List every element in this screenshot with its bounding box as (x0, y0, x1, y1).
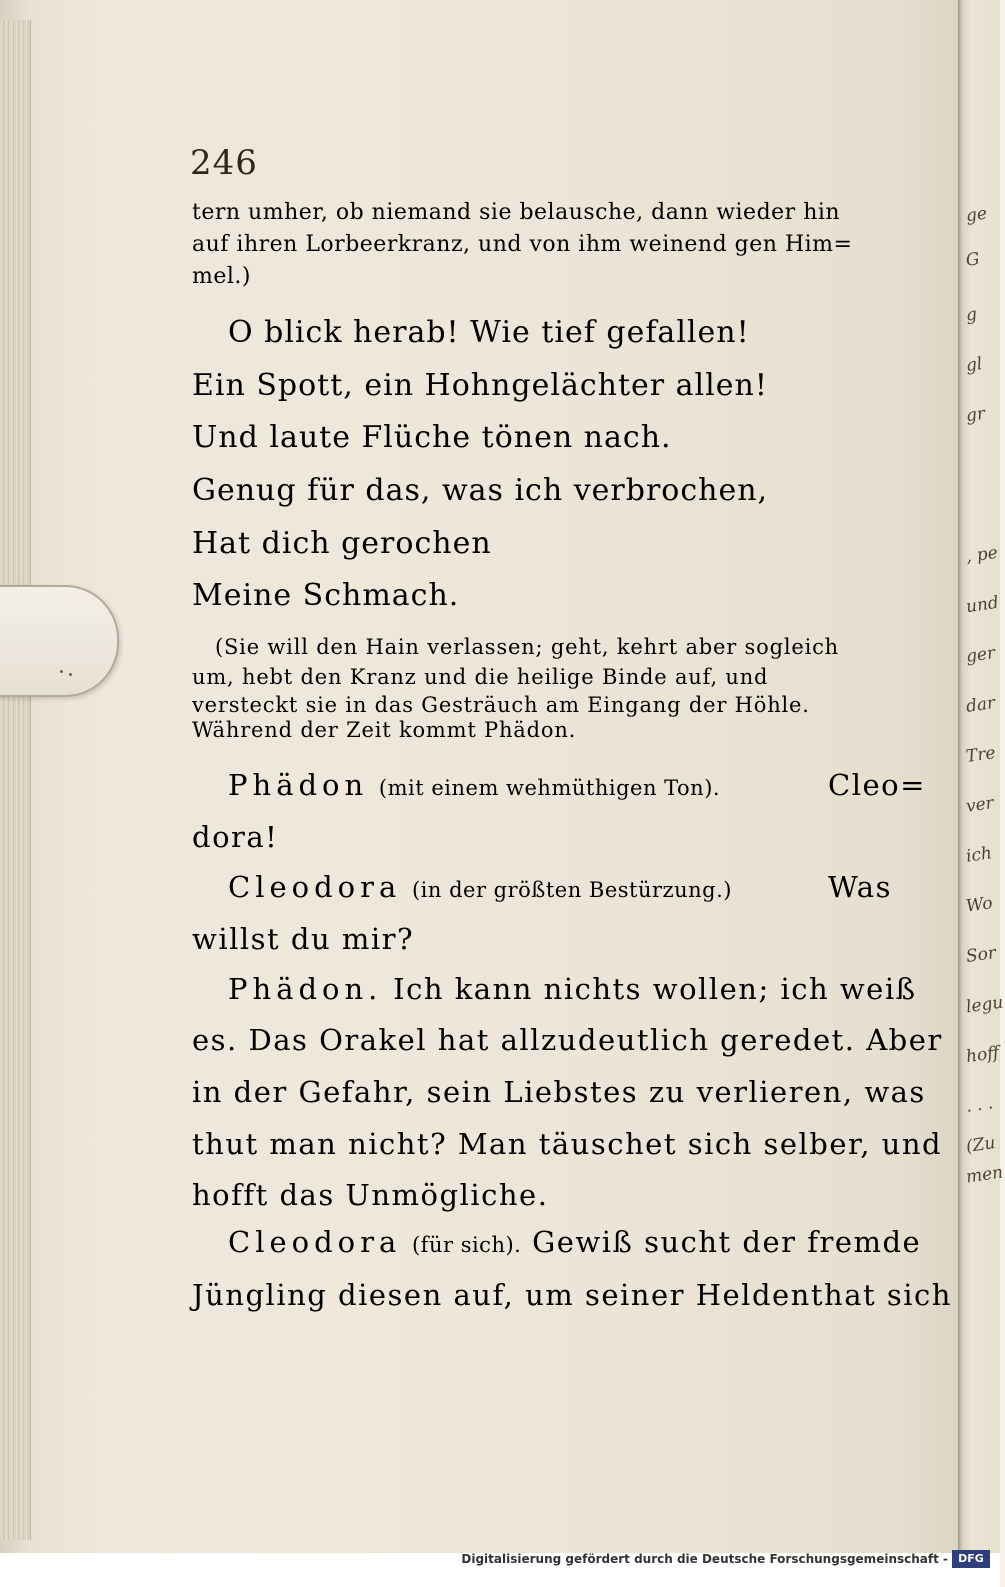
speaker-note: (mit einem wehmüthigen Ton). (378, 776, 721, 800)
stage-direction-line: versteckt sie in das Gesträuch am Eingang der Höhle. (192, 693, 810, 717)
facing-page-fragment: Wo (964, 893, 994, 917)
facing-page-fragment: ge (964, 203, 989, 227)
facing-page-fragment: . . . (964, 1093, 995, 1117)
stage-direction-line: (Sie will den Hain verlassen; geht, kehrt aber sogleich (215, 635, 839, 659)
verse-line: Und laute Flüche tönen nach. (192, 420, 672, 455)
page-edges-left (0, 20, 31, 1540)
speaker-note: (in der größten Bestürzung.) (411, 878, 732, 902)
verse-line: Ein Spott, ein Hohngelächter allen! (192, 368, 768, 403)
dialogue-text: Gewiß sucht der fremde (532, 1225, 922, 1259)
clip-mark (60, 670, 63, 673)
speaker-name: Cleodora (228, 1225, 402, 1259)
verse-line: O blick herab! Wie tief gefallen! (228, 315, 750, 350)
speaker-name: Cleodora (228, 870, 402, 904)
facing-page-fragment: (Zu (964, 1133, 997, 1157)
footer-credit: Digitalisierung gefördert durch die Deutsche Forschungsgemeinschaft - (461, 1552, 948, 1566)
dfg-logo: DFG (952, 1550, 990, 1568)
facing-page-fragment: gl (964, 353, 984, 377)
stage-direction-line: um, hebt den Kranz und die heilige Binde auf, und (192, 665, 769, 689)
facing-page-fragment: hoff (964, 1042, 1001, 1068)
dialogue-text: willst du mir? (192, 922, 415, 956)
dialogue-text: Cleo= (828, 768, 926, 802)
dialogue-text: es. Das Orakel hat allzudeutlich geredet. Aber (192, 1023, 943, 1057)
text-line: auf ihren Lorbeerkranz, und von ihm weinend gen Him= (192, 232, 853, 257)
dialogue-text: thut man nicht? Man täuschet sich selber, und (192, 1127, 943, 1161)
speaker-name: Phädon. (228, 972, 383, 1006)
clip-mark (69, 673, 72, 676)
dialogue-line (228, 768, 720, 802)
dialogue-text: Jüngling diesen auf, um seiner Heldenthat sich (192, 1278, 952, 1312)
verse-line: Genug für das, was ich verbrochen, (192, 473, 769, 508)
dialogue-line (228, 972, 916, 1006)
facing-page-fragment: legu (964, 992, 1005, 1018)
facing-page-fragment: ich (964, 843, 994, 867)
facing-page-fragment: Tre (964, 743, 997, 767)
stage-direction-line: Während der Zeit kommt Phädon. (192, 718, 577, 742)
facing-page-fragment: men (964, 1162, 1005, 1188)
speaker-name: Phädon (228, 768, 369, 802)
text-line: tern umher, ob niemand sie belausche, dann wieder hin (192, 200, 841, 225)
facing-page-fragment: G (964, 249, 981, 271)
facing-page-fragment: dar (964, 693, 997, 717)
facing-page-fragment: und (964, 592, 1001, 618)
page-number: 246 (190, 143, 258, 183)
dialogue-line (228, 870, 732, 904)
facing-page-fragment: g (964, 304, 979, 326)
verse-line: Hat dich gerochen (192, 526, 492, 561)
facing-page-fragment: ger (964, 643, 997, 667)
speaker-note: (für sich). (411, 1233, 522, 1257)
facing-page-fragment: Sor (964, 943, 998, 967)
facing-page-fragment: ver (964, 793, 996, 817)
dialogue-line (228, 1225, 921, 1259)
facing-page-edge (958, 0, 1005, 1560)
dialogue-text: hofft das Unmögliche. (192, 1178, 549, 1212)
facing-page-fragment: gr (964, 403, 987, 427)
dialogue-text: in der Gefahr, sein Liebstes zu verlieren, was (192, 1075, 926, 1109)
verse-line: Meine Schmach. (192, 578, 460, 613)
dialogue-text: Ich kann nichts wollen; ich weiß (393, 972, 917, 1006)
text-line: mel.) (192, 264, 251, 289)
dialogue-text: dora! (192, 820, 279, 854)
page-clip-tab (0, 585, 119, 697)
dialogue-text: Was (828, 870, 892, 904)
facing-page-fragment: , pe (964, 542, 1000, 568)
